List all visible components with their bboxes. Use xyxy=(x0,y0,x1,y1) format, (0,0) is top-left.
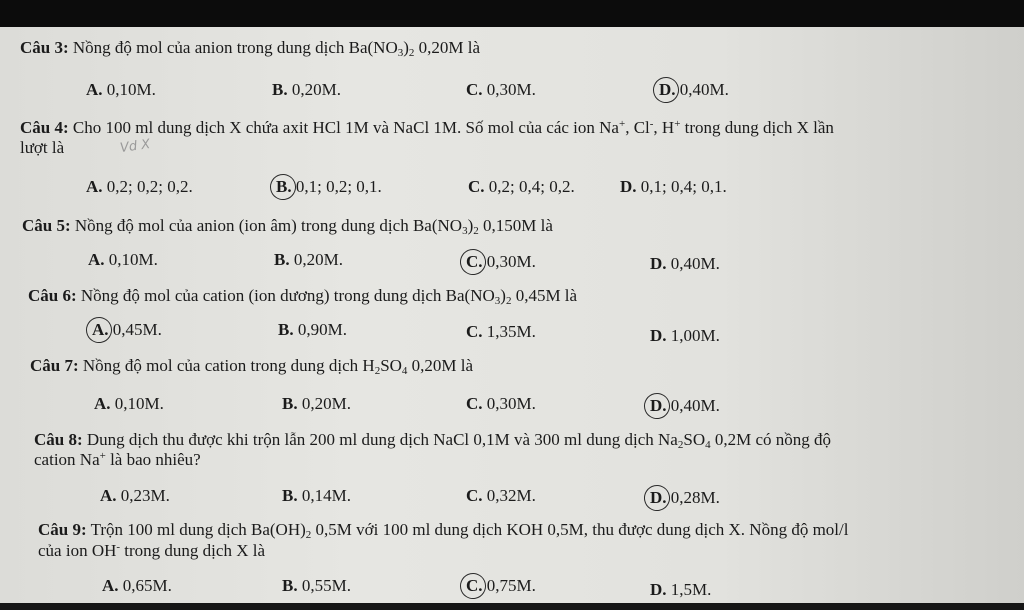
q5-option-c[interactable] xyxy=(466,252,536,272)
text-part: 0,20M là xyxy=(407,356,474,375)
question-5-label: Câu 5: xyxy=(22,216,71,235)
question-3-text: Nồng độ mol của anion trong dung dịch Ba(NO xyxy=(68,38,398,57)
option-letter: D. xyxy=(650,580,667,599)
option-value: 1,5M. xyxy=(666,580,712,599)
question-8-label: Câu 8: xyxy=(34,430,83,449)
option-letter: A. xyxy=(102,576,119,595)
text-part: 0,150M là xyxy=(478,216,553,235)
subscript: 3 xyxy=(397,47,404,59)
option-value: 0,23M. xyxy=(116,486,170,505)
text-part: SO xyxy=(683,430,706,449)
text-part: , H xyxy=(653,118,675,137)
option-letter-circled: D. xyxy=(650,396,667,416)
q3-option-a[interactable] xyxy=(86,80,156,100)
q7-option-b[interactable] xyxy=(282,394,351,414)
superscript: - xyxy=(649,118,654,130)
text-part: , Cl xyxy=(625,118,650,137)
superscript: + xyxy=(674,118,681,130)
option-value: 0,65M. xyxy=(118,576,172,595)
superscript: + xyxy=(99,450,106,462)
question-9 xyxy=(38,520,848,540)
option-letter: C. xyxy=(466,486,483,505)
text-part: ) xyxy=(403,38,409,57)
option-value: 0,2; 0,2; 0,2. xyxy=(102,177,193,196)
option-letter-circled: A. xyxy=(92,320,109,340)
option-letter: B. xyxy=(282,486,298,505)
option-letter-circled: D. xyxy=(650,488,667,508)
option-value: 0,30M. xyxy=(482,252,536,271)
worksheet-page xyxy=(0,27,1024,603)
question-7 xyxy=(30,356,473,376)
option-letter: A. xyxy=(88,250,105,269)
option-value: 0,28M. xyxy=(666,488,720,507)
text-part: ) xyxy=(467,216,474,235)
option-letter: D. xyxy=(620,177,637,196)
question-5-text: Nồng độ mol của anion (ion âm) trong dung dịch Ba(NO xyxy=(70,216,463,235)
option-value: 0,40M. xyxy=(666,254,720,273)
question-9-text: Trộn 100 ml dung dịch Ba(OH) xyxy=(86,520,306,539)
q9-option-c[interactable] xyxy=(466,576,536,596)
option-letter-circled: B. xyxy=(276,177,292,197)
option-value: 0,10M. xyxy=(104,250,158,269)
option-letter: C. xyxy=(466,80,483,99)
q9-option-a[interactable] xyxy=(102,576,172,596)
q3-option-d[interactable] xyxy=(659,80,729,100)
q5-option-d[interactable] xyxy=(650,254,720,274)
text-part: 0,20M là xyxy=(414,38,481,57)
option-value: 0,1; 0,4; 0,1. xyxy=(636,177,727,196)
option-value: 0,20M. xyxy=(287,80,341,99)
option-value: 0,14M. xyxy=(297,486,351,505)
option-value: 0,75M. xyxy=(482,576,536,595)
q8-option-a[interactable] xyxy=(100,486,170,506)
option-letter: B. xyxy=(272,80,288,99)
text-part: của ion OH xyxy=(38,541,117,560)
option-letter: B. xyxy=(274,250,290,269)
option-letter: A. xyxy=(86,80,103,99)
text-part: trong dung dịch X lần xyxy=(680,118,834,137)
question-3 xyxy=(20,38,480,58)
question-8-line2 xyxy=(34,450,201,470)
q9-option-b[interactable] xyxy=(282,576,351,596)
option-letter: A. xyxy=(86,177,103,196)
q5-option-a[interactable] xyxy=(88,250,158,270)
question-8 xyxy=(34,430,831,450)
question-6-text: Nồng độ mol của cation (ion dương) trong dung dịch Ba(NO xyxy=(76,286,495,305)
option-letter: A. xyxy=(100,486,117,505)
option-value: 0,30M. xyxy=(482,394,536,413)
superscript: - xyxy=(116,541,121,553)
question-8-text: Dung dịch thu được khi trộn lẫn 200 ml dung dịch NaCl 0,1M và 300 ml dung dịch Na xyxy=(82,430,678,449)
question-6-label: Câu 6: xyxy=(28,286,77,305)
subscript: 2 xyxy=(473,225,479,237)
text-part: 0,5M với 100 ml dung dịch KOH 0,5M, thu được dung dịch X. Nồng độ mol/l xyxy=(311,520,849,539)
option-letter: C. xyxy=(466,322,483,341)
option-value: 1,00M. xyxy=(666,326,720,345)
option-letter: B. xyxy=(282,576,298,595)
option-value: 0,40M. xyxy=(666,396,720,415)
option-letter-circled: C. xyxy=(466,576,483,596)
question-7-text: Nồng độ mol của cation trong dung dịch H xyxy=(78,356,375,375)
text-part: SO xyxy=(380,356,402,375)
q8-option-b[interactable] xyxy=(282,486,351,506)
option-letter: C. xyxy=(468,177,485,196)
q6-option-a[interactable] xyxy=(92,320,162,340)
option-value: 0,20M. xyxy=(289,250,343,269)
question-7-label: Câu 7: xyxy=(30,356,79,375)
option-letter: D. xyxy=(650,254,667,273)
q3-option-b[interactable] xyxy=(272,80,341,100)
text-part: 0,2M có nồng độ xyxy=(710,430,832,449)
question-9-line2 xyxy=(38,541,265,561)
subscript: 3 xyxy=(494,295,501,307)
question-5 xyxy=(22,216,553,236)
subscript: 2 xyxy=(305,529,312,541)
page-bottom-edge xyxy=(0,603,1024,610)
question-9-label: Câu 9: xyxy=(38,520,87,539)
subscript: 2 xyxy=(408,47,415,59)
q4-option-c[interactable] xyxy=(468,177,575,197)
q7-option-a[interactable] xyxy=(94,394,164,414)
subscript: 2 xyxy=(677,439,684,451)
option-value: 0,40M. xyxy=(675,80,729,99)
q7-option-c[interactable] xyxy=(466,394,536,414)
q9-option-d[interactable] xyxy=(650,580,711,600)
option-value: 0,2; 0,4; 0,2. xyxy=(484,177,575,196)
option-letter-circled: C. xyxy=(466,252,483,272)
q6-option-b[interactable] xyxy=(278,320,347,340)
option-value: 0,32M. xyxy=(482,486,536,505)
option-letter: D. xyxy=(650,326,667,345)
subscript: 2 xyxy=(374,365,381,377)
option-value: 0,10M. xyxy=(102,80,156,99)
question-4-line2: lượt là xyxy=(20,138,65,157)
q4-option-a[interactable] xyxy=(86,177,193,197)
subscript: 3 xyxy=(462,225,468,237)
option-value: 0,1; 0,2; 0,1. xyxy=(291,177,382,196)
option-letter-circled: D. xyxy=(659,80,676,100)
q7-option-d[interactable] xyxy=(650,396,720,416)
q8-option-d[interactable] xyxy=(650,488,720,508)
option-value: 0,20M. xyxy=(297,394,351,413)
subscript: 4 xyxy=(705,439,711,451)
subscript: 4 xyxy=(401,365,408,377)
text-part: ) xyxy=(500,286,506,305)
q8-option-c[interactable] xyxy=(466,486,536,506)
q4-option-b[interactable] xyxy=(276,177,382,197)
option-value: 0,10M. xyxy=(110,394,164,413)
option-value: 0,45M. xyxy=(108,320,162,339)
option-value: 0,90M. xyxy=(293,320,347,339)
option-value: 0,55M. xyxy=(297,576,351,595)
q6-option-c[interactable] xyxy=(466,322,536,342)
question-4-text: Cho 100 ml dung dịch X chứa axit HCl 1M và NaCl 1M. Số mol của các ion Na xyxy=(68,118,619,137)
question-6 xyxy=(28,286,577,306)
superscript: + xyxy=(618,118,626,130)
subscript: 2 xyxy=(505,295,512,307)
q3-option-c[interactable] xyxy=(466,80,536,100)
q4-option-d[interactable] xyxy=(620,177,727,197)
option-letter: B. xyxy=(278,320,294,339)
text-part: trong dung dịch X là xyxy=(120,541,265,560)
option-value: 1,35M. xyxy=(482,322,536,341)
question-4 xyxy=(20,118,834,138)
option-letter: B. xyxy=(282,394,298,413)
option-letter: A. xyxy=(94,394,111,413)
option-value: 0,30M. xyxy=(482,80,536,99)
text-part: là bao nhiêu? xyxy=(105,450,201,469)
q6-option-d[interactable] xyxy=(650,326,720,346)
q5-option-b[interactable] xyxy=(274,250,343,270)
handwriting-note: Vd X xyxy=(119,136,152,157)
question-4-label: Câu 4: xyxy=(20,118,69,137)
question-3-label: Câu 3: xyxy=(20,38,69,57)
text-part: 0,45M là xyxy=(511,286,578,305)
option-letter: C. xyxy=(466,394,483,413)
text-part: cation Na xyxy=(34,450,100,469)
